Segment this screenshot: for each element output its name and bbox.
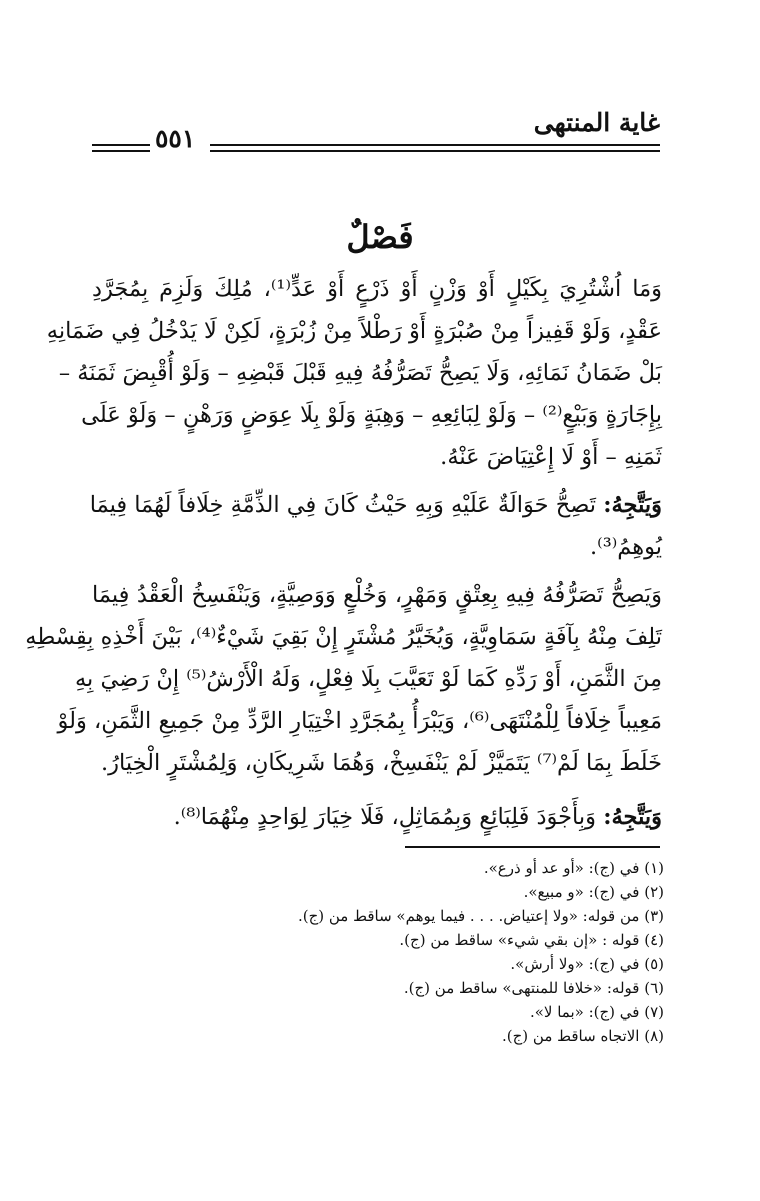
page-number: ٥٥١ [155, 124, 196, 153]
footnote: (٦) قوله: «خلافا للمنتهى» ساقط من (ج). [403, 979, 664, 997]
text-line: بَلْ ضَمَانُ نَمَائِهِ، وَلَا يَصِحُّ تَصَرُّفُهُ فِيهِ قَبْلَ قَبْضِهِ – وَلَوْ أُقْبِضَ ثَمَنَهُ – [58, 360, 662, 386]
footnotes [104, 856, 664, 1048]
footnote: (١) في (ج): «أو عد أو ذرع». [483, 859, 664, 877]
header-rule [210, 144, 660, 146]
footnote: (٣) من قوله: «ولا إعتياض. . . . فيما يوهم» ساقط من (ج). [297, 907, 664, 925]
footnote: (٨) الاتجاه ساقط من (ج). [501, 1027, 664, 1045]
text-line: خَلَطَ بِمَا لَمْ⁽⁷⁾ يَتَمَيَّزْ لَمْ يَنْفَسِخْ، وَهُمَا شَرِيكَانِ، وَلِمُشْتَرٍ الْخِيَارُ. [100, 750, 662, 776]
text-line: تَلِفَ مِنْهُ بِآفَةٍ سَمَاوِيَّةٍ، وَيُخَيَّرُ مُشْتَرٍ إِنْ بَقِيَ شَيْءٌ⁽⁴⁾، بَيْنَ أَخْذِهِ بِقِسْطِهِ [25, 624, 662, 650]
text-line [92, 796, 662, 838]
running-title: غاية المنتهى [533, 108, 660, 137]
text-segment: تَصِحُّ حَوَالَةٌ عَلَيْهِ وَبِهِ حَيْثُ كَانَ فِي الذِّمَّةِ خِلَافاً لَهُمَا فِيمَا [89, 492, 597, 518]
text-line: مِنَ الثَّمَنِ، أَوْ رَدِّهِ كَمَا لَوْ تَعَيَّبَ بِلَا فِعْلٍ، وَلَهُ الْأَرْشُ⁽⁵⁾ إِنْ رَضِيَ بِهِ [74, 666, 662, 692]
section-heading: فَصْلٌ [346, 218, 414, 256]
text-line: ثَمَنِهِ – أَوْ لَا إِعْتِيَاضَ عَنْهُ. [440, 444, 662, 470]
paragraph [25, 574, 662, 784]
header-rule [92, 150, 150, 152]
text-line: مَعِيباً خِلَافاً لِلْمُنْتَهَى⁽⁶⁾، وَيَبْرَأُ بِمُجَرَّدِ اخْتِيَارِ الرَّدِّ مِنْ جَمِيعِ الثَّمَنِ، وَلَوْ [57, 708, 662, 734]
header-rule [92, 144, 150, 146]
paragraph-keyword: وَيَتَّجِهُ: [603, 804, 662, 830]
text-segment: وَبِأَجْوَدَ فَلِبَائِعٍ وَبِمُمَاثِلٍ، فَلَا خِيَارَ لِوَاحِدٍ مِنْهُمَا⁽⁸⁾. [173, 804, 597, 830]
footnote-separator [405, 846, 660, 848]
header-rule [210, 150, 660, 152]
text-line [89, 484, 662, 526]
paragraph [46, 268, 662, 478]
footnote: (٥) في (ج): «ولا أرش». [510, 955, 664, 973]
text-line: بِإِجَارَةٍ وَبَيْعٍ⁽²⁾ – وَلَوْ لِبَائِعِهِ – وَهِبَةٍ وَلَوْ بِلَا عِوَضٍ وَرَهْنٍ – وَلَوْ عَلَى [81, 402, 662, 428]
footnote: (٢) في (ج): «و مبيع». [523, 883, 664, 901]
paragraph [89, 484, 662, 568]
text-line: وَمَا اُشْتُرِيَ بِكَيْلٍ أَوْ وَزْنٍ أَوْ ذَرْعٍ أَوْ عَدٍّ⁽¹⁾، مُلِكَ وَلَزِمَ بِمُجَرَّدِ [92, 276, 662, 302]
text-line: وَيَصِحُّ تَصَرُّفُهُ فِيهِ بِعِتْقٍ وَمَهْرٍ، وَخُلْعٍ وَوَصِيَّةٍ، وَيَنْفَسِخُ الْعَقْدُ فِيمَا [92, 582, 662, 608]
text-line: يُوهِمُ⁽³⁾. [590, 534, 662, 560]
paragraph [92, 796, 662, 838]
footnote: (٤) قوله : «إن بقي شيء» ساقط من (ج). [399, 931, 664, 949]
text-line: عَقْدٍ، وَلَوْ قَفِيزاً مِنْ صُبْرَةٍ أَوْ رَطْلاً مِنْ زُبْرَةٍ، لَكِنْ لَا يَدْخُلُ فِي ضَمَانِهِ [46, 318, 662, 344]
paragraph-keyword: وَيَتَّجِهُ: [603, 492, 662, 518]
footnote: (٧) في (ج): «بما لا». [529, 1003, 664, 1021]
